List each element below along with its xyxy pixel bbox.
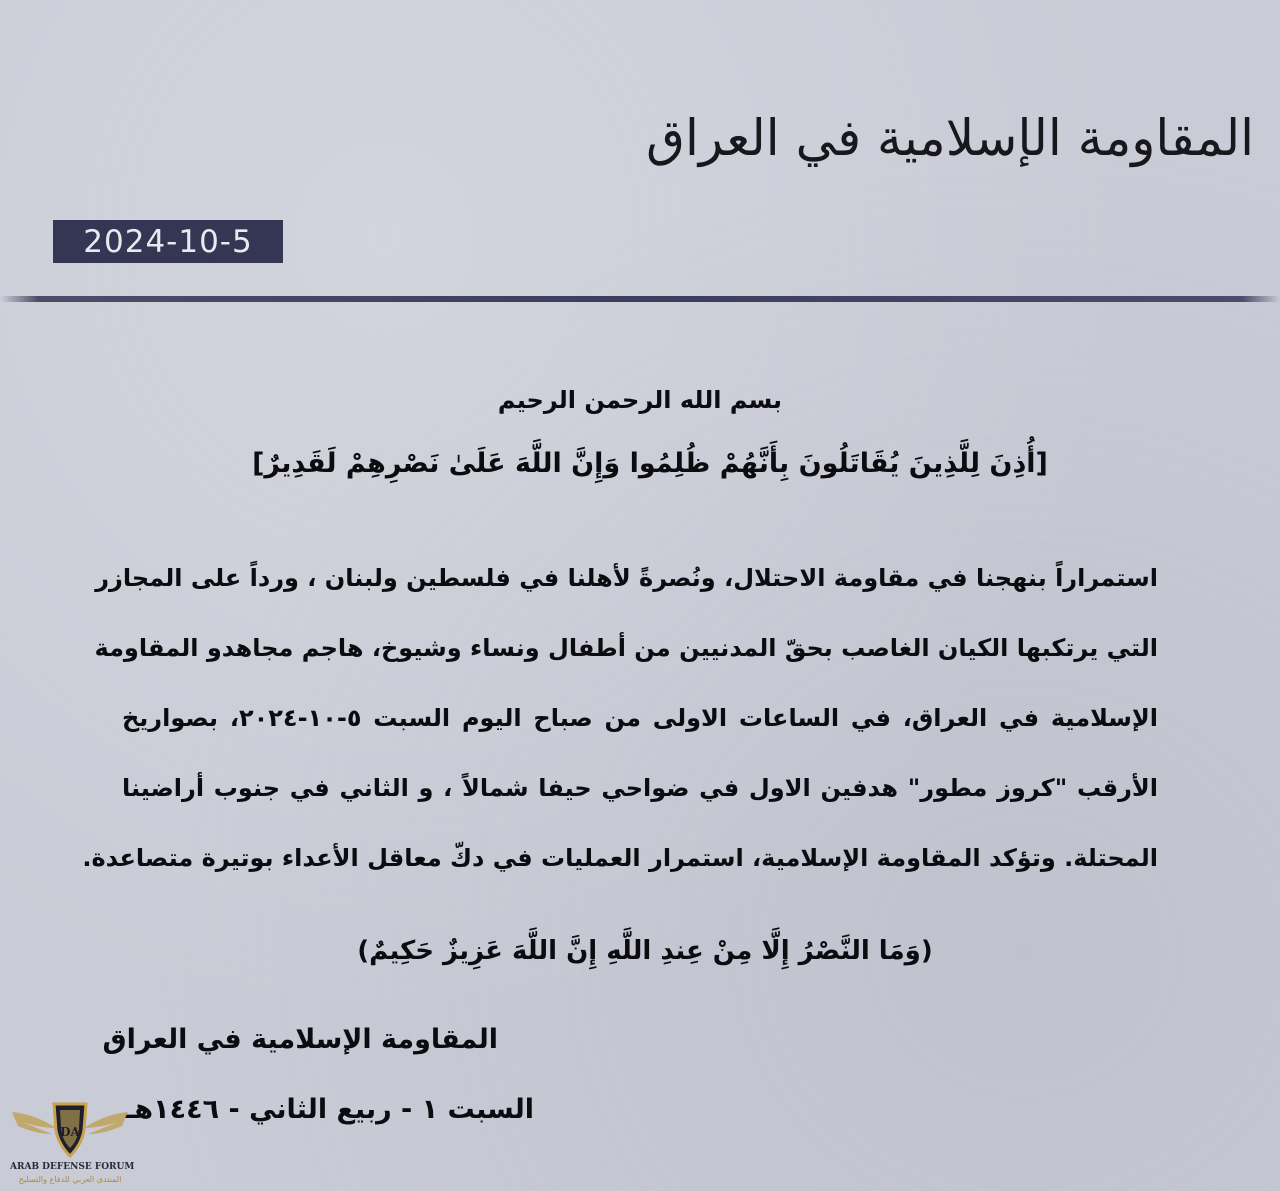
date-badge — [53, 220, 283, 263]
watermark-name-ar: المنتدى العربي للدفاع والتسليح — [18, 1175, 122, 1184]
watermark-logo — [10, 1098, 135, 1188]
svg-text:DA: DA — [60, 1125, 80, 1139]
statement-line: استمراراً بنهجنا في مقاومة الاحتلال، ونُصرةً لأهلنا في فلسطين ولبنان ، ورداً على المجازر — [95, 564, 1158, 592]
date-text: 2024-10-5 — [83, 223, 253, 260]
statement-line: الإسلامية في العراق، في الساعات الاولى من صباح اليوم السبت ٥-١٠-٢٠٢٤، بصواريخ — [122, 704, 1158, 732]
basmala: بسم الله الرحمن الرحيم — [497, 386, 783, 414]
signature: المقاومة الإسلامية في العراق — [102, 1024, 498, 1055]
organization-logo: المقاومة الإسلامية في العراق — [646, 109, 1254, 167]
statement-line: التي يرتكبها الكيان الغاصب بحقّ المدنيين من أطفال ونساء وشيوخ، هاجم مجاهدو المقاومة — [94, 634, 1158, 662]
watermark-name-en: ARAB DEFENSE FORUM — [10, 1162, 135, 1172]
hijri-date: السبت ١ - ربيع الثاني - ١٤٤٦هـ — [125, 1094, 534, 1125]
shield-wings-icon — [10, 1098, 130, 1164]
statement-line: المحتلة. وتؤكد المقاومة الإسلامية، استمرار العمليات في دكّ معاقل الأعداء بوتيرة متصاعدة. — [82, 844, 1158, 872]
closing-verse: (وَمَا النَّصْرُ إِلَّا مِنْ عِندِ اللَّهِ إِنَّ اللَّهَ عَزِيزٌ حَكِيمٌ) — [357, 936, 933, 966]
statement-line: الأرقب "كروز مطور" هدفين الاول في ضواحي حيفا شمالاً ، و الثاني في جنوب أراضينا — [122, 774, 1158, 802]
header-divider — [0, 296, 1280, 302]
opening-verse: [أُذِنَ لِلَّذِينَ يُقَاتَلُونَ بِأَنَّهُمْ ظُلِمُوا وَإِنَّ اللَّهَ عَلَىٰ نَصْرِهِمْ لَقَدِيرٌ] — [252, 448, 1048, 479]
statement-body — [82, 552, 1158, 902]
